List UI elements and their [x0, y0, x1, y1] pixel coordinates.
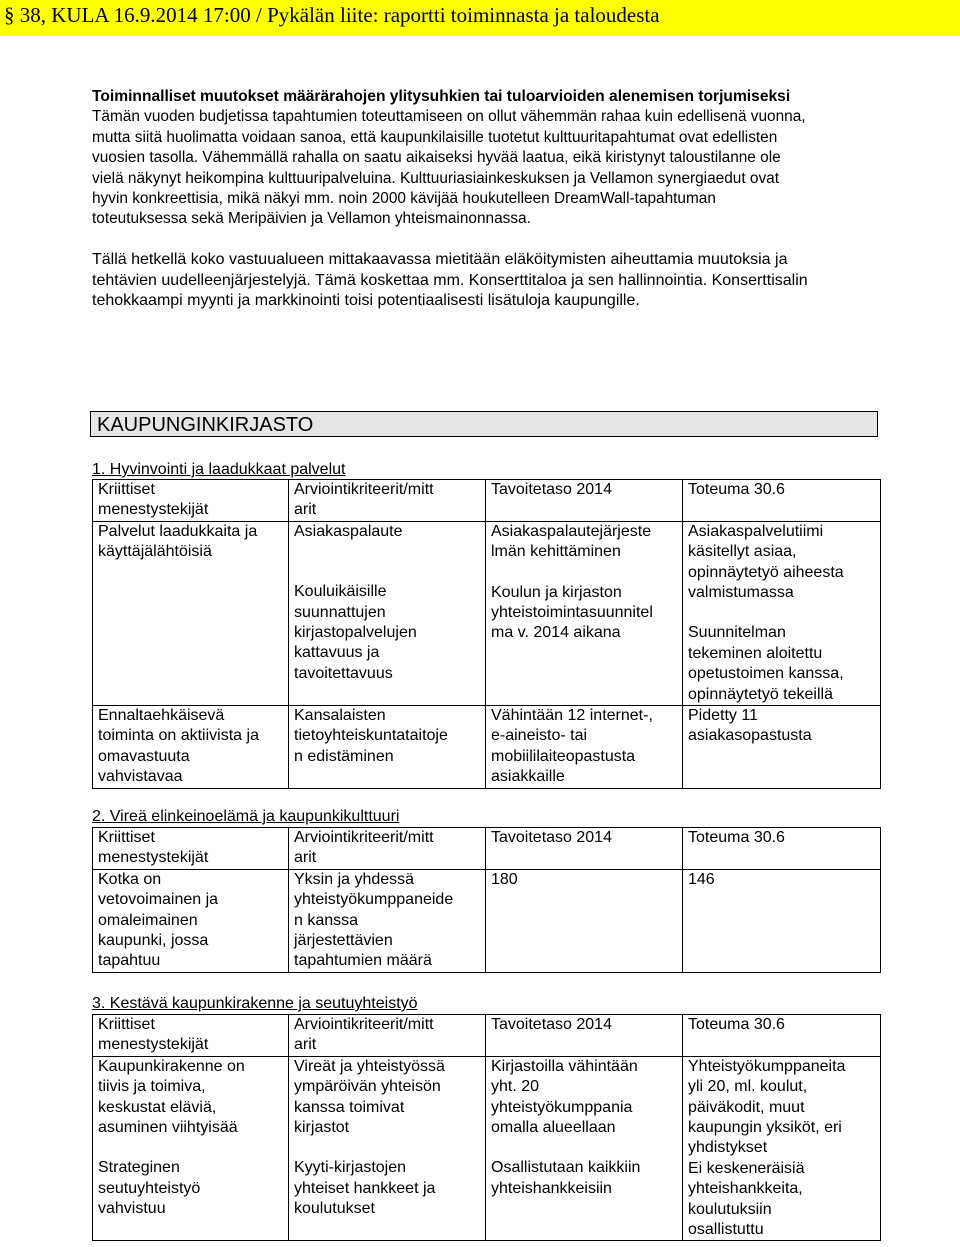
cell-text: toiminta on aktiivista ja [98, 727, 259, 745]
column-header [289, 480, 486, 522]
cell-text: opinnäytetyö aiheesta [688, 563, 844, 581]
cell-text: yli 20, ml. koulut, [688, 1078, 808, 1096]
cell-text: Asiakaspalvelutiimi [688, 522, 824, 540]
table-cell [289, 706, 486, 789]
cell-text: Tavoitetaso 2014 [491, 829, 612, 846]
cell-text: Arviointikriteerit/mitt [294, 829, 434, 846]
table-cell [683, 1056, 881, 1241]
cell-text: tapahtumien määrä [294, 952, 432, 970]
cell-text: e-aineisto- tai [491, 727, 588, 745]
table-cell [683, 521, 881, 705]
cell-text: Ei keskeneräisiä [688, 1159, 805, 1177]
table-header-row [93, 480, 881, 522]
cell-text: Kirjastoilla vähintään [491, 1057, 638, 1075]
cell-text: Tavoitetaso 2014 [491, 1016, 612, 1033]
cell-text: menestystekijät [98, 501, 209, 519]
cell-text: n kanssa [294, 911, 359, 929]
cell-text: yht. 20 [491, 1078, 540, 1096]
cell-text: Kriittiset [98, 829, 155, 846]
cell-text: päiväkodit, muut [688, 1098, 805, 1116]
cell-text: yhteishankkeisiin [491, 1179, 612, 1197]
cell-gap [688, 603, 880, 623]
table-header-row [93, 1015, 881, 1057]
cell-text: arit [294, 1036, 317, 1054]
cell-text: Asiakaspalaute [294, 522, 403, 540]
second-paragraph [92, 250, 892, 312]
cell-text: Arviointikriteerit/mitt [294, 481, 434, 498]
cell-text: Kouluikäisille [294, 583, 387, 601]
cell-text: Yksin ja yhdessä [294, 870, 415, 888]
page-header: § 38, KULA 16.9.2014 17:00 / Pykälän liite: raportti toiminnasta ja taloudesta [4, 3, 660, 27]
column-header [289, 828, 486, 870]
cell-text: Koulun ja kirjaston [491, 583, 622, 601]
cell-text: Pidetty 11 [688, 707, 758, 725]
column-header [486, 480, 683, 522]
cell-text: opinnäytetyö tekeillä [688, 685, 833, 703]
table-cell [683, 869, 881, 972]
cell-text: kanssa toimivat [294, 1098, 405, 1116]
cell-text: Toteuma 30.6 [688, 481, 785, 498]
column-header [289, 1015, 486, 1057]
cell-text: Kotka on [98, 870, 162, 888]
cell-text: kirjastot [294, 1119, 350, 1137]
cell-text: keskustat eläviä, [98, 1098, 217, 1116]
cell-text: omavastuuta [98, 747, 190, 765]
cell-text: Osallistutaan kaikkiin [491, 1159, 641, 1177]
intro-line: vielä näkynyt heikompina kulttuuripalveluina. Kulttuuriasiainkeskuksen ja Vellamon synergiaedut ovat [92, 169, 779, 187]
table-header-row [93, 828, 881, 870]
subsection-title: 3. Kestävä kaupunkirakenne ja seutuyhteistyö [92, 995, 418, 1012]
kpi-table [92, 479, 881, 789]
cell-text: Kyyti-kirjastojen [294, 1159, 407, 1177]
cell-text: kaupungin yksiköt, eri [688, 1119, 842, 1137]
para2-line: Tällä hetkellä koko vastuualueen mittakaavassa mietitään eläköitymisten aiheuttamia muutoksia ja [92, 251, 788, 268]
cell-text: asiakasopastusta [688, 727, 812, 745]
cell-gap [294, 542, 485, 562]
cell-text: yhteistoimintasuunnitel [491, 604, 653, 622]
cell-text: arit [294, 849, 317, 867]
column-header [683, 1015, 881, 1057]
column-header [486, 828, 683, 870]
cell-gap [294, 562, 485, 582]
cell-text: tekeminen aloitettu [688, 644, 823, 662]
intro-line: Tämän vuoden budjetissa tapahtumien toteuttamiseen on ollut vähemmän rahaa kuin edellisenä vuonna, [92, 108, 806, 126]
table-cell [93, 1056, 289, 1241]
cell-text: Kriittiset [98, 481, 155, 498]
table-row [93, 706, 881, 789]
cell-text: Kriittiset [98, 1016, 155, 1033]
cell-text: 146 [688, 870, 715, 888]
cell-text: menestystekijät [98, 849, 209, 867]
cell-text: tavoitettavuus [294, 664, 393, 682]
cell-text: n edistäminen [294, 747, 394, 765]
cell-text: Kansalaisten [294, 707, 386, 725]
cell-text: menestystekijät [98, 1036, 209, 1054]
column-header [486, 1015, 683, 1057]
cell-text: Toteuma 30.6 [688, 1016, 785, 1033]
cell-text: opetustoimen kanssa, [688, 665, 844, 683]
cell-gap [491, 1138, 682, 1158]
cell-text: lmän kehittäminen [491, 543, 621, 561]
cell-text: suunnattujen [294, 603, 386, 621]
cell-text: tapahtuu [98, 952, 161, 970]
cell-text: vahvistavaa [98, 768, 183, 786]
cell-text: koulutuksiin [688, 1200, 772, 1218]
cell-text: seutuyhteistyö [98, 1179, 201, 1197]
cell-text: arit [294, 501, 317, 519]
cell-text: vahvistuu [98, 1200, 166, 1218]
cell-text: käsitellyt asiaa, [688, 543, 797, 561]
intro-line: toteutuksessa sekä Meripäivien ja Vellamon yhteismainonnassa. [92, 210, 531, 228]
cell-text: yhteiset hankkeet ja [294, 1179, 436, 1197]
header-bar [0, 0, 960, 36]
table-cell [486, 1056, 683, 1241]
cell-text: Asiakaspalautejärjeste [491, 522, 652, 540]
cell-text: Strateginen [98, 1159, 180, 1177]
cell-text: Vireät ja yhteistyössä [294, 1057, 445, 1075]
cell-text: ma v. 2014 aikana [491, 624, 621, 642]
cell-text: yhteistyökumppaneide [294, 891, 454, 909]
table-cell [289, 1056, 486, 1241]
cell-text: 180 [491, 870, 518, 888]
cell-gap [294, 1138, 485, 1158]
cell-text: yhteistyökumppania [491, 1098, 633, 1116]
cell-text: tiivis ja toimiva, [98, 1078, 206, 1096]
cell-text: omaleimainen [98, 911, 198, 929]
column-header [683, 828, 881, 870]
subsection-title: 1. Hyvinvointi ja laadukkaat palvelut [92, 461, 346, 478]
cell-text: kaupunki, jossa [98, 932, 209, 950]
cell-text: Yhteistyökumppaneita [688, 1057, 846, 1075]
cell-text: mobiililaiteopastusta [491, 747, 636, 765]
cell-gap [491, 563, 682, 583]
kpi-table [92, 827, 881, 973]
cell-text: Kaupunkirakenne on [98, 1057, 245, 1075]
table-cell [683, 706, 881, 789]
intro-line: vuosien tasolla. Vähemmällä rahalla on saatu aikaiseksi hyvää laatua, eikä kiristynyt taloustilanne ole [92, 149, 781, 167]
table-cell [93, 521, 289, 705]
table-cell [289, 521, 486, 705]
column-header [683, 480, 881, 522]
table-row [93, 869, 881, 972]
table-cell [93, 706, 289, 789]
column-header [93, 1015, 289, 1057]
cell-text: järjestettävien [294, 932, 393, 950]
table-cell [486, 869, 683, 972]
intro-line: mutta siitä huolimatta voidaan sanoa, että kaupunkilaisille tuotetut kulttuuritapahtumat ovat edellisten [92, 128, 778, 146]
table-cell [289, 869, 486, 972]
cell-text: asuminen viihtyisää [98, 1119, 238, 1137]
cell-text: koulutukset [294, 1200, 375, 1218]
intro-paragraph [92, 87, 892, 230]
cell-text: omalla alueellaan [491, 1119, 616, 1137]
section-title: KAUPUNGINKIRJASTO [97, 414, 314, 436]
table-cell [93, 869, 289, 972]
table-cell [486, 521, 683, 705]
table-row [93, 1056, 881, 1241]
cell-text: kirjastopalvelujen [294, 624, 417, 642]
para2-line: tehtävien uudelleenjärjestelyjä. Tämä koskettaa mm. Konserttitaloa ja sen hallinnointia. Konserttisalin [92, 271, 808, 289]
cell-text: osallistuttu [688, 1221, 764, 1239]
kpi-table [92, 1014, 881, 1241]
cell-text: vetovoimainen ja [98, 891, 219, 909]
section-heading-box [90, 411, 878, 437]
cell-text: käyttäjälähtöisiä [98, 543, 212, 561]
cell-text: Tavoitetaso 2014 [491, 481, 612, 498]
intro-heading: Toiminnalliset muutokset määrärahojen ylitysuhkien tai tuloarvioiden alenemisen torjumiseksi [92, 88, 791, 105]
subsection-title: 2. Vireä elinkeinoelämä ja kaupunkikulttuuri [92, 808, 400, 825]
cell-text: Ennaltaehkäisevä [98, 707, 225, 725]
cell-text: Suunnitelman [688, 624, 786, 642]
cell-text: asiakkaille [491, 768, 565, 786]
table-cell [486, 706, 683, 789]
cell-text: kattavuus ja [294, 644, 380, 662]
cell-text: Vähintään 12 internet-, [491, 707, 653, 725]
cell-text: tietoyhteiskuntataitoje [294, 727, 448, 745]
cell-text: Arviointikriteerit/mitt [294, 1016, 434, 1033]
column-header [93, 480, 289, 522]
cell-text: Palvelut laadukkaita ja [98, 522, 258, 540]
cell-text: yhdistykset [688, 1139, 768, 1157]
cell-text: ympäröivän yhteisön [294, 1078, 441, 1096]
cell-gap [98, 1138, 288, 1158]
para2-line: tehokkaampi myynti ja markkinointi toisi potentiaalisesti lisätuloja kaupungille. [92, 292, 640, 309]
cell-text: valmistumassa [688, 584, 794, 602]
column-header [93, 828, 289, 870]
table-row [93, 521, 881, 705]
cell-text: Toteuma 30.6 [688, 829, 785, 846]
intro-line: hyvin konkreettisia, mikä näkyi mm. noin 2000 kävijää houkutelleen DreamWall-tapahtuman [92, 190, 716, 208]
cell-text: yhteishankkeita, [688, 1180, 803, 1198]
